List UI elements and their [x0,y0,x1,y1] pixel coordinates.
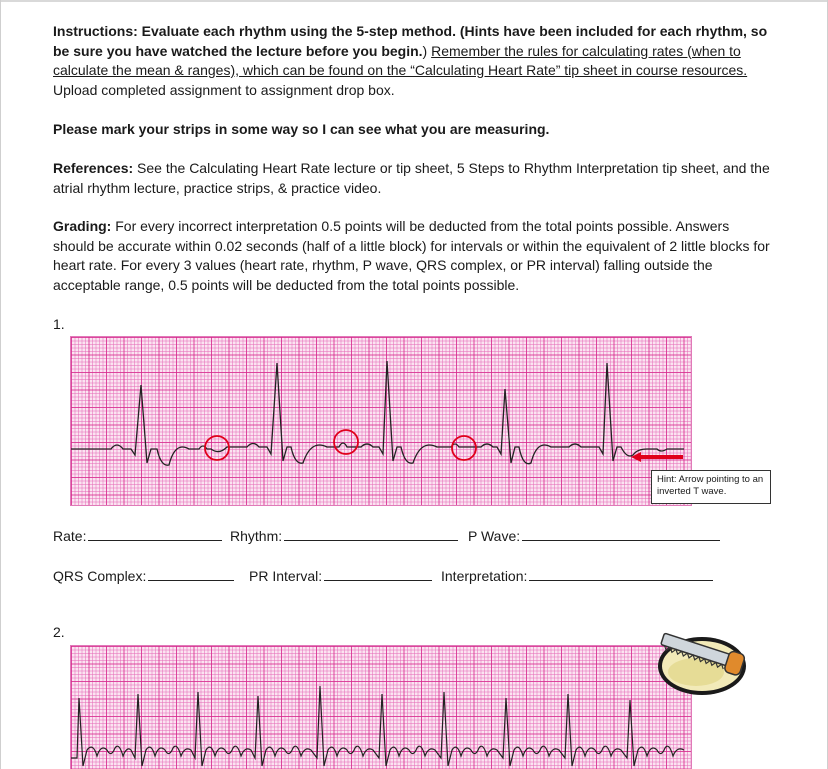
instructions-lead: Instructions: Evaluate each rhythm using the 5-step method. [53,23,456,39]
interpretation-label: Interpretation: [441,568,528,584]
instructions-rules-link: Remember the rules for calculating rates (when to calculate the mean & ranges), which can be found on the “Calculating Heart Rate” tip sheet in course resources. [53,42,748,78]
strip2-number: 2. [53,624,65,640]
grading-paragraph [53,217,773,295]
marker-circle [452,436,476,460]
rhythm-field [230,526,458,544]
references-paragraph [53,159,773,198]
instructions-hint: (Hints have been included for each rhythm, so be sure you have watched the lecture before you begin. [53,23,768,59]
ecg-strip-2 [71,646,691,769]
strip1-number: 1. [53,316,65,332]
saw-cutting-icon [656,624,748,696]
hint-box: Hint: Arrow pointing to an inverted T wave. [651,470,771,504]
p-wave-label: P Wave: [468,528,521,544]
pr-field [249,566,432,584]
mark-note: Please mark your strips in some way so I can see what you are measuring. [53,121,550,137]
p-wave-blank[interactable] [522,526,720,541]
rate-label: Rate: [53,528,87,544]
instructions-hint-close: ) [422,42,428,59]
rate-field [53,526,222,544]
ecg-strip-2-trace [71,646,691,769]
p-wave-field [468,526,720,544]
qrs-label: QRS Complex: [53,568,147,584]
grading-label: Grading: [53,218,112,234]
page-top-edge [0,0,828,2]
ecg-strip-1-trace [71,337,691,505]
page-left-edge [0,0,1,769]
qrs-field [53,566,234,584]
references-text: See the Calculating Heart Rate lecture or tip sheet, 5 Steps to Rhythm Interpretation tip sheet, and the atrial rhythm lecture, practice strips, & practice video. [53,160,770,196]
pr-blank[interactable] [324,566,432,581]
references-label: References: [53,160,134,176]
qrs-blank[interactable] [148,566,234,581]
rhythm-blank[interactable] [284,526,458,541]
instructions-paragraph [53,22,773,100]
rhythm-label: Rhythm: [230,528,283,544]
pr-label: PR Interval: [249,568,323,584]
marker-circle [334,430,358,454]
instructions-tail: Upload completed assignment to assignment drop box. [53,81,395,98]
rate-blank[interactable] [88,526,222,541]
grading-text: For every incorrect interpretation 0.5 points will be deducted from the total points possible. Answers should be accurate within 0.02 seconds (half of a little block) for intervals or within the equivalent of 2 little blocks for heart rate. For every 3 values (heart rate, rhythm, P wave, QRS complex, or PR interval) falling outside the acceptable range, 0.5 points will be deducted from the total points possible. [53,218,770,293]
ecg-strip-1 [71,337,691,505]
red-arrow-icon [631,452,683,462]
interpretation-blank[interactable] [529,566,713,581]
interpretation-field [441,566,713,584]
